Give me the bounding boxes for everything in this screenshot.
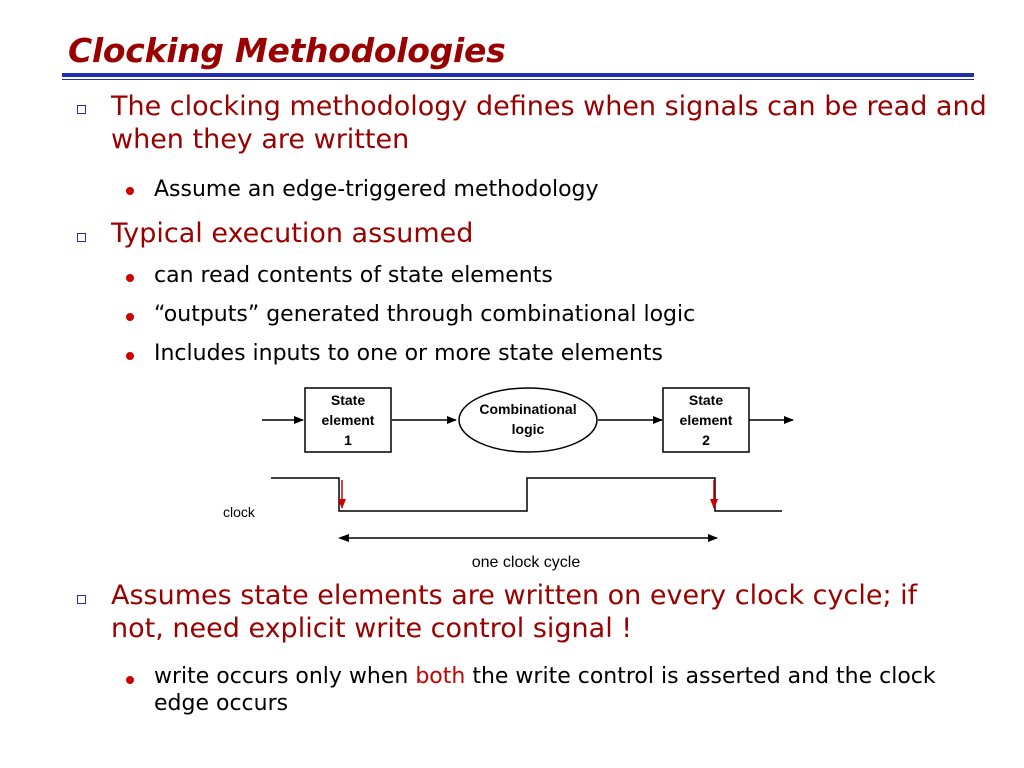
clock-cycle-label: one clock cycle xyxy=(471,554,581,571)
sub-bullet-write-condition xyxy=(154,664,994,718)
clock-cycle-arrowhead-left xyxy=(338,534,349,542)
state2-label-line2: element xyxy=(679,412,733,428)
write-condition-text-end: the write control is asserted and the clock edge occurs xyxy=(154,664,936,716)
combo-label-line1: Combinational xyxy=(479,401,577,417)
slide-title: Clocking Methodologies xyxy=(68,31,506,70)
clock-waveform xyxy=(271,478,782,511)
emphasis-both: both xyxy=(415,664,466,689)
state1-label-line1: State xyxy=(330,392,366,408)
combo-label-line2: logic xyxy=(511,421,545,437)
sub-bullet-edge-triggered: Assume an edge-triggered methodology xyxy=(154,177,599,202)
combinational-logic-ellipse xyxy=(459,388,597,452)
state1-label-line3: 1 xyxy=(344,432,352,448)
square-bullet-icon xyxy=(77,595,86,604)
sub-bullet-read-state: can read contents of state elements xyxy=(154,263,553,288)
sub-bullet-inputs: Includes inputs to one or more state elements xyxy=(154,341,663,366)
clock-label: clock xyxy=(223,504,255,520)
bullet-write-every-cycle: Assumes state elements are written on every clock cycle; if not, need explicit write control signal ! xyxy=(111,580,918,644)
write-condition-text-start: write occurs only when xyxy=(154,664,416,689)
bullet-typical-execution: Typical execution assumed xyxy=(111,218,474,249)
sub-bullet-outputs: “outputs” generated through combinational logic xyxy=(154,302,696,327)
dot-bullet-icon xyxy=(126,676,134,684)
state2-label-line3: 2 xyxy=(702,432,710,448)
state2-label-line1: State xyxy=(688,392,724,408)
bullet-clocking-definition: The clocking methodology defines when signals can be read and when they are written xyxy=(111,91,987,155)
state1-label-line2: element xyxy=(321,412,375,428)
